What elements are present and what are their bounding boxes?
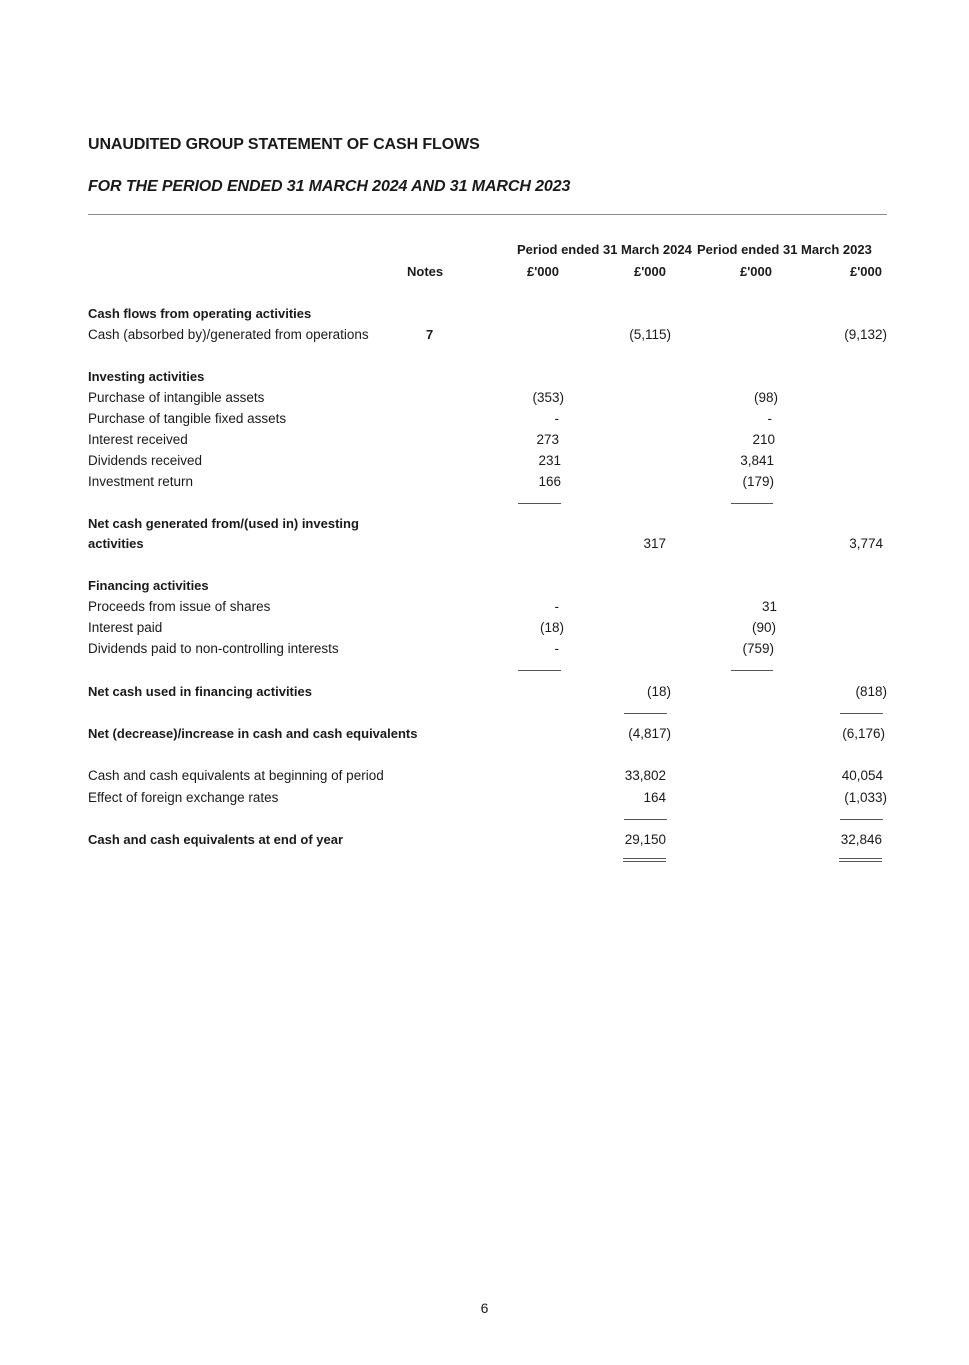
table-row (0, 641, 969, 661)
value-2024-sub: - (554, 411, 559, 426)
header-divider (88, 214, 887, 215)
row-label: Purchase of tangible fixed assets (88, 411, 287, 426)
total-underline (624, 713, 667, 714)
total-underline (840, 819, 883, 820)
value-2024-sub: (353) (532, 390, 564, 405)
period-2023-header: Period ended 31 March 2023 (697, 242, 872, 257)
row-label: Cash and cash equivalents at end of year (88, 832, 344, 847)
row-label: Net cash generated from/(used in) investing (88, 516, 359, 531)
page-number: 6 (480, 1300, 489, 1316)
double-underline (839, 858, 882, 862)
subtotal-underline (518, 670, 561, 671)
value-2024-sub: - (554, 599, 559, 614)
note-ref: 7 (426, 327, 434, 342)
table-row (0, 474, 969, 494)
row-label: Net (decrease)/increase in cash and cash equivalents (88, 726, 418, 741)
value-2023-total: (818) (855, 684, 887, 699)
row-label: Interest paid (88, 620, 163, 635)
statement-title: UNAUDITED GROUP STATEMENT OF CASH FLOWS (88, 136, 480, 153)
value-2024-total: 164 (643, 790, 666, 805)
table-row (0, 453, 969, 473)
unit-header-2023-sub: £'000 (739, 264, 772, 279)
value-2023-sub: 31 (761, 599, 777, 614)
value-2024-sub: 166 (538, 474, 561, 489)
total-underline (624, 819, 667, 820)
value-2024-total: (18) (646, 684, 671, 699)
table-row (0, 306, 969, 326)
table-row (0, 390, 969, 410)
value-2023-total: (9,132) (844, 327, 887, 342)
table-row (0, 516, 969, 556)
row-label: Interest received (88, 432, 188, 447)
table-row (0, 599, 969, 619)
value-2024-total: 29,150 (624, 832, 666, 847)
row-label: Investment return (88, 474, 194, 489)
table-row (0, 411, 969, 431)
value-2024-sub: (18) (539, 620, 564, 635)
value-2023-sub: 210 (752, 432, 775, 447)
table-row (0, 726, 969, 746)
value-2023-total: 3,774 (849, 536, 883, 551)
double-underline (623, 858, 666, 862)
unit-header-2023-total: £'000 (849, 264, 882, 279)
table-row (0, 620, 969, 640)
unit-header-2024-total: £'000 (633, 264, 666, 279)
row-label: Dividends received (88, 453, 203, 468)
value-2024-total: 317 (643, 536, 666, 551)
value-2023-sub: 3,841 (740, 453, 774, 468)
notes-header: Notes (407, 264, 444, 279)
table-row (0, 684, 969, 704)
table-row (0, 327, 969, 347)
value-2023-sub: - (767, 411, 772, 426)
table-row (0, 790, 969, 810)
subtotal-underline (518, 503, 561, 504)
row-label: Proceeds from issue of shares (88, 599, 271, 614)
period-2024-header: Period ended 31 March 2024 (517, 242, 692, 257)
value-2023-total: 40,054 (841, 768, 883, 783)
table-row (0, 768, 969, 788)
value-2024-sub: 231 (538, 453, 561, 468)
statement-subtitle: FOR THE PERIOD ENDED 31 MARCH 2024 AND 31 MARCH 2023 (88, 178, 571, 195)
unit-header-2024-sub: £'000 (526, 264, 559, 279)
value-2023-sub: (179) (742, 474, 774, 489)
value-2023-total: 32,846 (840, 832, 882, 847)
value-2024-sub: - (554, 641, 559, 656)
row-label: Effect of foreign exchange rates (88, 790, 279, 805)
value-2023-sub: (90) (751, 620, 776, 635)
table-row (0, 369, 969, 389)
value-2023-total: (6,176) (842, 726, 885, 741)
value-2024-total: (4,817) (628, 726, 671, 741)
row-label: Cash (absorbed by)/generated from operations (88, 327, 369, 342)
total-underline (840, 713, 883, 714)
value-2023-sub: (759) (742, 641, 774, 656)
value-2023-sub: (98) (753, 390, 778, 405)
section-heading: Investing activities (88, 369, 205, 384)
table-row (0, 832, 969, 852)
row-label: Purchase of intangible assets (88, 390, 265, 405)
section-heading: Financing activities (88, 578, 209, 593)
table-row (0, 432, 969, 452)
value-2024-total: 33,802 (624, 768, 666, 783)
row-label-continued: activities (88, 536, 144, 551)
row-label: Cash and cash equivalents at beginning of period (88, 768, 384, 783)
subtotal-underline (731, 503, 773, 504)
subtotal-underline (731, 670, 773, 671)
value-2024-sub: 273 (536, 432, 559, 447)
value-2024-total: (5,115) (629, 327, 671, 342)
section-heading: Cash flows from operating activities (88, 306, 312, 321)
row-label: Dividends paid to non-controlling interests (88, 641, 339, 656)
value-2023-total: (1,033) (844, 790, 887, 805)
row-label: Net cash used in financing activities (88, 684, 312, 699)
table-row (0, 578, 969, 598)
